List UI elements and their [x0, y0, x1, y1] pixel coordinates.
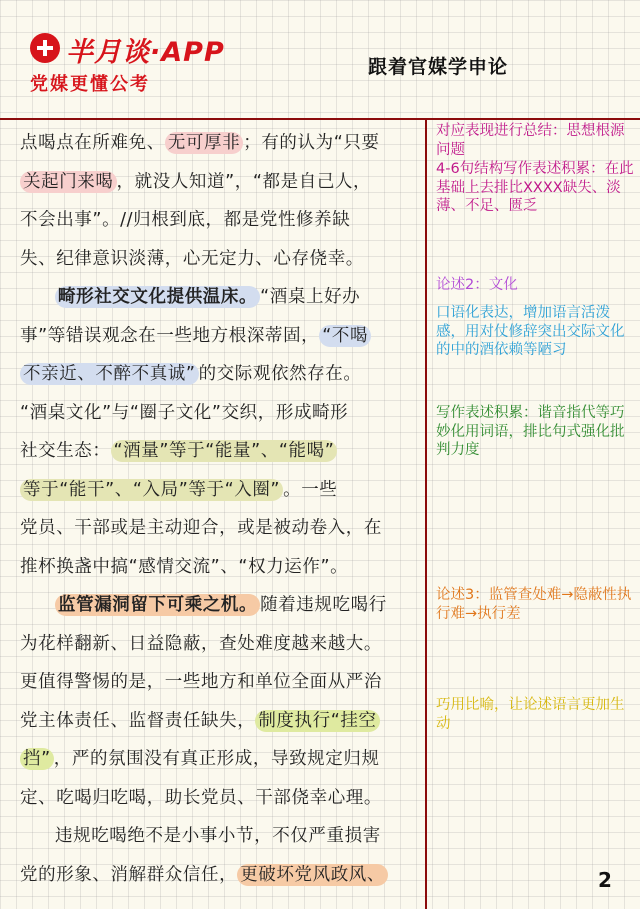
text-span: 为花样翻新、日益隐蔽，查处难度越来越大。	[20, 633, 382, 654]
highlight-span: 等于“能干”、“入局”等于“入圈”	[20, 479, 283, 501]
text-line	[20, 625, 418, 664]
text-span: 事”等错误观念在一些地方根深蒂固，	[20, 325, 320, 346]
brand-title: 半月谈·APP	[66, 37, 225, 68]
page-number: 2	[598, 868, 612, 892]
text-line	[20, 201, 418, 240]
text-span: 。一些	[283, 479, 338, 500]
text-line	[20, 663, 418, 702]
header-divider	[0, 118, 640, 120]
highlight-span: 挡”	[20, 748, 54, 770]
text-span: 推杯换盏中搞“感情交流”、“权力运作”。	[20, 556, 349, 577]
highlight-span: 监管漏洞留下可乘之机。	[55, 594, 260, 616]
note-3: 论述2：文化	[436, 277, 518, 293]
column-divider	[425, 118, 427, 909]
text-line	[20, 240, 418, 279]
highlight-span: 不亲近、不醉不真诚”	[20, 363, 199, 385]
text-line	[20, 779, 418, 818]
note-2: 4-6句结构写作表述积累：在此基础上去排比XXXX缺失、淡薄、不足、匮乏	[436, 161, 634, 214]
highlight-span: “酒量”等于“能量”、“能喝”	[111, 440, 338, 462]
highlight-span: 关起门来喝	[20, 171, 117, 193]
text-span: 党的形象、消解群众信任，	[20, 864, 238, 885]
text-line	[20, 278, 418, 317]
text-line	[20, 702, 418, 741]
text-line	[20, 740, 418, 779]
text-line	[20, 586, 418, 625]
text-span: ，严的氛围没有真正形成，导致规定归规	[53, 749, 380, 769]
text-line	[20, 317, 418, 356]
note-7: 巧用比喻，让论述语言更加生动	[436, 697, 625, 732]
text-span: 不会出事”。//归根到底，都是党性修养缺	[20, 210, 351, 230]
text-span: 的交际观依然存在。	[198, 364, 362, 384]
highlight-span: “不喝	[319, 325, 371, 347]
note-6: 论述3：监管查处难→隐蔽性执行难→执行差	[436, 587, 632, 622]
text-line	[20, 163, 418, 202]
article-body	[20, 124, 418, 894]
text-line	[20, 509, 418, 548]
text-line	[20, 124, 418, 163]
highlight-span: 更破坏党风政风、	[237, 864, 388, 886]
text-span: 定、吃喝归吃喝，助长党员、干部侥幸心理。	[20, 787, 382, 808]
text-line	[20, 817, 418, 856]
note-4: 口语化表达，增加语言活泼感，用对仗修辞突出交际文化的中的酒依赖等陋习	[436, 305, 625, 358]
highlight-span: 制度执行“挂空	[255, 710, 379, 732]
text-span: 党员、干部或是主动迎合，或是被动卷入，在	[20, 518, 382, 538]
text-line	[20, 355, 418, 394]
text-span: 党主体责任、监督责任缺失，	[20, 710, 256, 731]
text-span: 失、纪律意识淡薄，心无定力、心存侥幸。	[20, 248, 364, 269]
text-span: 点喝点在所难免、	[20, 133, 165, 153]
page-header	[0, 0, 640, 118]
text-line	[20, 856, 418, 895]
brand-slogan: 党媒更懂公考	[30, 74, 150, 95]
text-line	[20, 548, 418, 587]
highlight-span: 畸形社交文化提供温床。	[55, 286, 260, 308]
brand-logo-icon	[30, 33, 60, 63]
text-span: “酒桌文化”与“圈子文化”交织，形成畸形	[20, 402, 349, 423]
text-span: ；有的认为“只要	[243, 133, 380, 153]
text-span: 违规吃喝绝不是小事小节，不仅严重损害	[55, 826, 381, 846]
page-title: 跟着官媒学申论	[368, 56, 509, 78]
text-span: “酒桌上好办	[260, 287, 361, 307]
note-1: 对应表现进行总结：思想根源问题	[436, 123, 625, 158]
note-5: 写作表述积累：谐音指代等巧妙化用词语，排比句式强化批判力度	[436, 405, 625, 458]
highlight-span: 无可厚非	[165, 132, 243, 154]
text-line	[20, 471, 418, 510]
text-span: 更值得警惕的是，一些地方和单位全面从严治	[20, 672, 382, 692]
text-line	[20, 394, 418, 433]
text-span: 社交生态：	[20, 441, 111, 461]
text-line	[20, 432, 418, 471]
text-span: 随着违规吃喝行	[260, 595, 387, 615]
text-span: ，就没人知道”，“都是自己人，	[116, 171, 372, 192]
